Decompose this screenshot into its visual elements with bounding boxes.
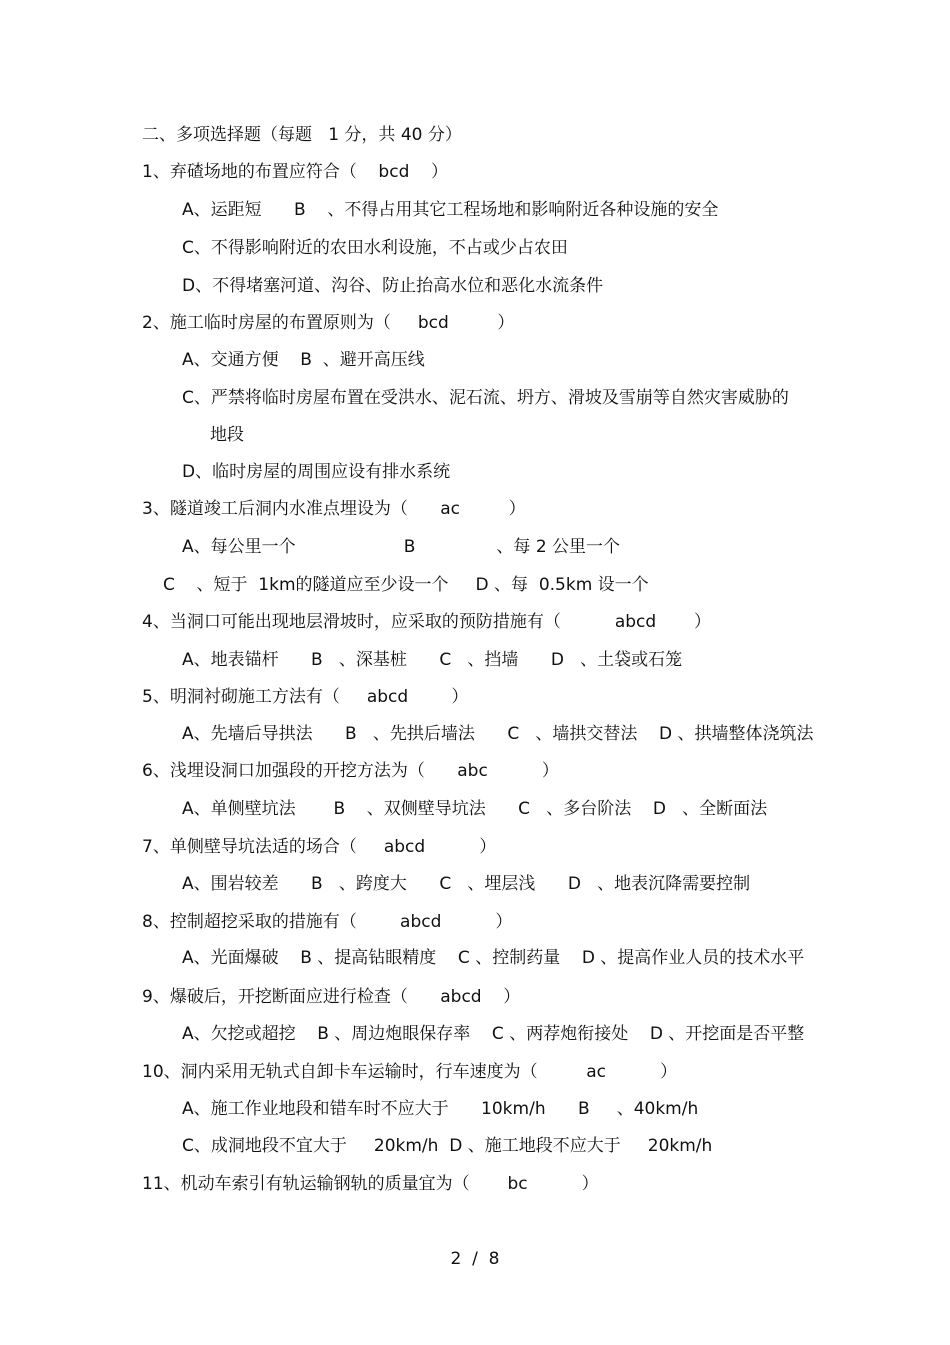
question-8-stem: 8、控制超挖采取的措施有（ abcd ） bbox=[142, 912, 513, 932]
question-4-stem: 4、当洞口可能出现地层滑坡时，应采取的预防措施有（ abcd ） bbox=[142, 612, 712, 632]
question-2-option: D、临时房屋的周围应设有排水系统 bbox=[182, 462, 451, 482]
question-3-option: C 、短于 1km的隧道应至少设一个 D 、每 0.5km 设一个 bbox=[163, 575, 649, 595]
question-9-stem: 9、爆破后，开挖断面应进行检查（ abcd ） bbox=[142, 987, 521, 1007]
question-1-stem: 1、弃碴场地的布置应符合（ bcd ） bbox=[142, 162, 448, 182]
question-7-option: A、围岩较差 B 、跨度大 C 、埋层浅 D 、地表沉降需要控制 bbox=[182, 874, 751, 894]
section-title: 二、多项选择题（每题 1 分，共 40 分） bbox=[142, 125, 462, 145]
question-10-option: A、施工作业地段和错车时不应大于 10km/h B 、40km/h bbox=[182, 1099, 699, 1119]
question-5-stem: 5、明洞衬砌施工方法有（ abcd ） bbox=[142, 687, 469, 707]
question-3-option: A、每公里一个 B 、每 2 公里一个 bbox=[182, 537, 621, 557]
question-1-option: D、不得堵塞河道、沟谷、防止抬高水位和恶化水流条件 bbox=[182, 276, 604, 296]
question-2-option-continuation: 地段 bbox=[210, 425, 244, 445]
question-2-option: C、严禁将临时房屋布置在受洪水、泥石流、坍方、滑坡及雪崩等自然灾害威胁的 bbox=[182, 388, 789, 408]
question-3-stem: 3、隧道竣工后洞内水准点埋设为（ ac ） bbox=[142, 499, 526, 519]
question-2-option: A、交通方便 B 、避开高压线 bbox=[182, 350, 425, 370]
question-11-stem: 11、机动车索引有轨运输钢轨的质量宜为（ bc ） bbox=[142, 1174, 599, 1194]
question-5-option: A、先墙后导拱法 B 、先拱后墙法 C 、墙拱交替法 D 、拱墙整体浇筑法 bbox=[182, 724, 814, 744]
question-6-option: A、单侧壁坑法 B 、双侧壁导坑法 C 、多台阶法 D 、全断面法 bbox=[182, 799, 768, 819]
page-number: 2 / 8 bbox=[450, 1249, 500, 1269]
question-8-option: A、光面爆破 B 、提高钻眼精度 C 、控制药量 D 、提高作业人员的技术水平 bbox=[182, 948, 805, 968]
question-9-option: A、欠挖或超挖 B 、周边炮眼保存率 C 、两荐炮衔接处 D 、开挖面是否平整 bbox=[182, 1024, 805, 1044]
question-4-option: A、地表锚杆 B 、深基桩 C 、挡墙 D 、土袋或石笼 bbox=[182, 650, 683, 670]
question-10-option: C、成洞地段不宜大于 20km/h D 、施工地段不应大于 20km/h bbox=[182, 1136, 713, 1156]
question-6-stem: 6、浅埋设洞口加强段的开挖方法为（ abc ） bbox=[142, 761, 559, 781]
question-7-stem: 7、单侧壁导坑法适的场合（ abcd ） bbox=[142, 837, 497, 857]
question-1-option: A、运距短 B 、不得占用其它工程场地和影响附近各种设施的安全 bbox=[182, 200, 719, 220]
question-1-option: C、不得影响附近的农田水利设施，不占或少占农田 bbox=[182, 238, 568, 258]
question-2-stem: 2、施工临时房屋的布置原则为（ bcd ） bbox=[142, 313, 515, 333]
question-10-stem: 10、洞内采用无轨式自卸卡车运输时，行车速度为（ ac ） bbox=[142, 1062, 678, 1082]
